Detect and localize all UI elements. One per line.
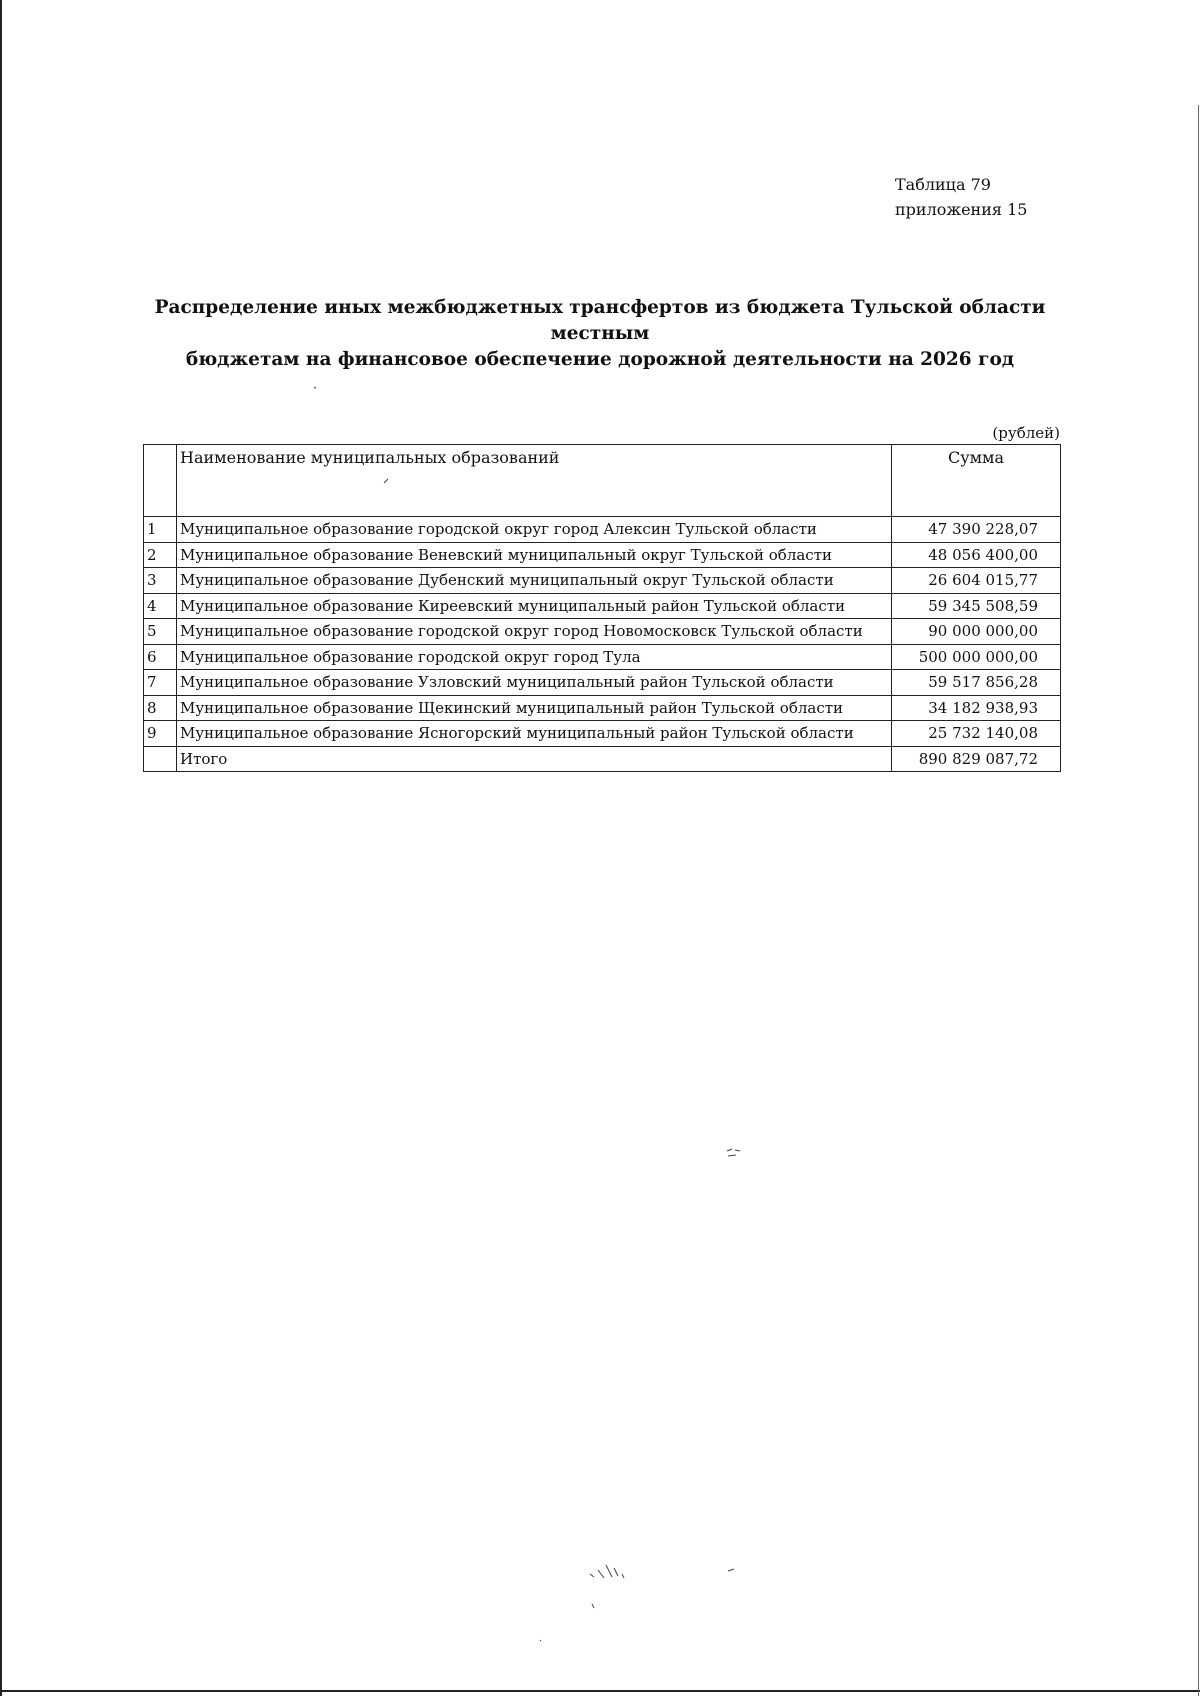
- table-row: [144, 593, 1061, 619]
- scan-small-mark: [592, 1604, 594, 1608]
- row-number: 7: [144, 670, 177, 696]
- table-row: [144, 568, 1061, 594]
- scan-scribble-mark: [590, 1565, 624, 1578]
- row-municipality: Муниципальное образование городской округ город Алексин Тульской области: [177, 517, 892, 543]
- row-municipality: Муниципальное образование Ясногорский муниципальный район Тульской области: [177, 721, 892, 747]
- row-sum: 25 732 140,08: [892, 721, 1061, 747]
- scan-dot-mark: ·: [313, 381, 318, 396]
- units-label: (рублей): [992, 424, 1060, 442]
- row-sum: 59 345 508,59: [892, 593, 1061, 619]
- row-sum: 48 056 400,00: [892, 542, 1061, 568]
- total-label: Итого: [177, 746, 892, 772]
- total-number: [144, 746, 177, 772]
- total-sum: 890 829 087,72: [892, 746, 1061, 772]
- header-sum: Сумма: [892, 445, 1061, 517]
- row-municipality: Муниципальное образование Веневский муниципальный округ Тульской области: [177, 542, 892, 568]
- table-header-row: [144, 445, 1061, 517]
- title-line-1: Распределение иных межбюджетных трансфертов из бюджета Тульской области местным: [154, 297, 1046, 344]
- row-municipality: Муниципальное образование Щекинский муниципальный район Тульской области: [177, 695, 892, 721]
- title-line-2: бюджетам на финансовое обеспечение дорожной деятельности на 2026 год: [185, 349, 1015, 370]
- table-row: [144, 695, 1061, 721]
- transfers-table: [143, 444, 1061, 772]
- row-number: 5: [144, 619, 177, 645]
- row-sum: 34 182 938,93: [892, 695, 1061, 721]
- appendix-reference: [895, 172, 1027, 222]
- table-total-row: [144, 746, 1061, 772]
- page-edge-left: [0, 0, 2, 1696]
- row-sum: 500 000 000,00: [892, 644, 1061, 670]
- row-sum: 47 390 228,07: [892, 517, 1061, 543]
- row-number: 8: [144, 695, 177, 721]
- table-row: [144, 619, 1061, 645]
- table-row: [144, 670, 1061, 696]
- scan-smudge-mark: [727, 1149, 740, 1156]
- page-edge-bottom: [0, 1690, 1200, 1692]
- header-municipality: Наименование муниципальных образований: [177, 445, 892, 517]
- header-number: [144, 445, 177, 517]
- table-row: [144, 542, 1061, 568]
- table-row: [144, 721, 1061, 747]
- table-row: [144, 644, 1061, 670]
- row-sum: 59 517 856,28: [892, 670, 1061, 696]
- row-number: 3: [144, 568, 177, 594]
- row-number: 9: [144, 721, 177, 747]
- document-title: [120, 295, 1080, 373]
- row-number: 1: [144, 517, 177, 543]
- row-municipality: Муниципальное образование городской округ город Тула: [177, 644, 892, 670]
- row-municipality: Муниципальное образование городской округ город Новомосковск Тульской области: [177, 619, 892, 645]
- table-row: [144, 517, 1061, 543]
- scan-dot-bottom: [540, 1640, 541, 1641]
- table-number: Таблица 79: [895, 175, 991, 194]
- row-municipality: Муниципальное образование Киреевский муниципальный район Тульской области: [177, 593, 892, 619]
- page-edge-right: [1198, 105, 1199, 1696]
- row-sum: 90 000 000,00: [892, 619, 1061, 645]
- appendix-number: приложения 15: [895, 200, 1028, 219]
- scan-dash-mark: [728, 1569, 734, 1571]
- row-number: 6: [144, 644, 177, 670]
- row-municipality: Муниципальное образование Дубенский муниципальный округ Тульской области: [177, 568, 892, 594]
- row-number: 4: [144, 593, 177, 619]
- row-sum: 26 604 015,77: [892, 568, 1061, 594]
- row-number: 2: [144, 542, 177, 568]
- row-municipality: Муниципальное образование Узловский муниципальный район Тульской области: [177, 670, 892, 696]
